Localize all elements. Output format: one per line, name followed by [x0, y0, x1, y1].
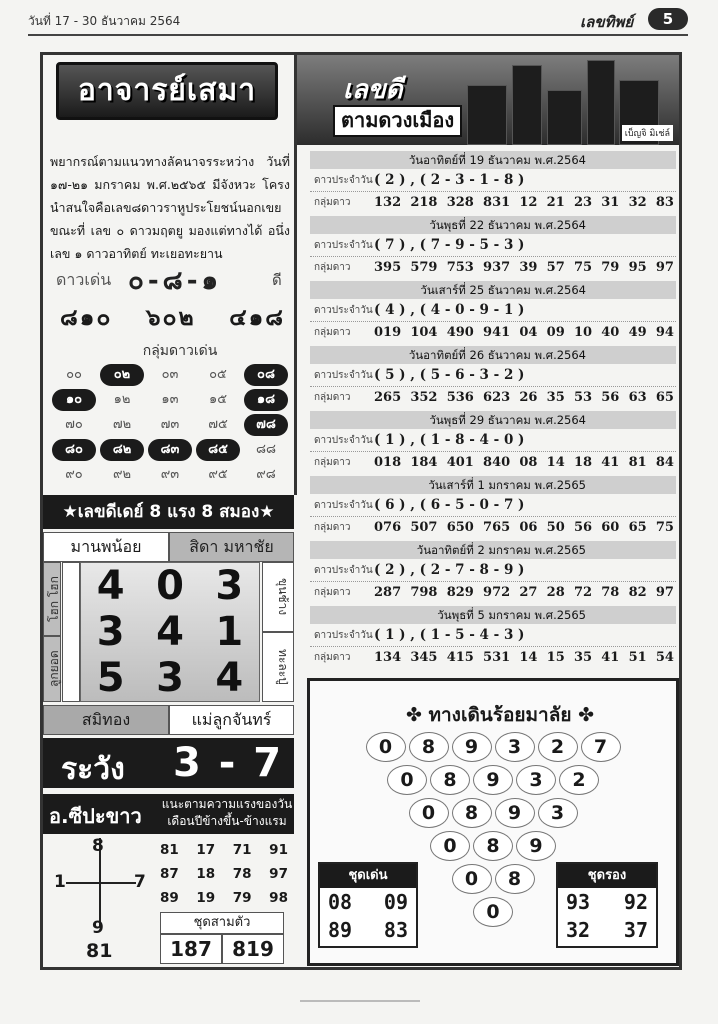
day-forecast — [310, 281, 676, 343]
day-number: 41 — [601, 650, 620, 665]
day-number: 41 — [601, 455, 620, 470]
day-number: 35 — [546, 390, 565, 405]
day-title: วันเสาร์ที่ 25 ธันวาคม พ.ศ.2564 — [310, 281, 676, 299]
seepakaw-number: 19 — [196, 890, 216, 906]
day-number: 829 — [446, 585, 474, 600]
day-number: 076 — [374, 520, 402, 535]
group-title: กลุ่มดาวเด่น — [142, 343, 218, 359]
day-number: 04 — [519, 325, 538, 340]
day-number: 54 — [655, 650, 674, 665]
day-number: 019 — [374, 325, 402, 340]
day-number: 82 — [628, 585, 647, 600]
garland-ball: 9 — [495, 798, 535, 828]
triple-3: ๔๑๘ — [229, 305, 285, 331]
set3-values — [160, 934, 284, 964]
seepakaw-row — [160, 838, 288, 862]
group-number: ๘๓ — [148, 439, 192, 461]
day-group-line — [310, 451, 676, 473]
board-digit: 1 — [215, 609, 244, 655]
seepakaw-banner — [43, 794, 294, 834]
seepakaw-number: 91 — [269, 842, 288, 858]
building — [467, 85, 507, 145]
group-number: ๐๘ — [244, 364, 288, 386]
beware-numbers: 3 - 7 — [173, 740, 284, 786]
group-number: ๗๘ — [244, 414, 288, 436]
day-star-value: ( 1 ) , ( 1 - 5 - 4 - 3 ) — [374, 627, 525, 643]
day-forecast — [310, 606, 676, 668]
day-number: 972 — [483, 585, 511, 600]
day-number: 40 — [601, 325, 620, 340]
day-star-label: ดาวประจำวัน — [314, 629, 373, 641]
garland-ball: 3 — [538, 798, 578, 828]
seepakaw-row — [160, 862, 288, 886]
prediction-text: พยากรณ์ตามแนวทางลัคนาจรระหว่าง วันที่ ๑๗-๒๑ มกราคม พ.ศ.๒๕๖๕ มีจังหวะ โครงนำสนใจคือเลข๘ดาวราหูประโยชน์นอกเขย ขณะที่ เลข ๐ ดาวมฤตยู มองแต่ทางได้ อนึ่ง เลข ๑ ดาวอาทิตย์ ทะเยอทะยาน — [50, 154, 290, 261]
day-group-line — [310, 386, 676, 408]
day-forecast — [310, 476, 676, 538]
day-title: วันอาทิตย์ที่ 19 ธันวาคม พ.ศ.2564 — [310, 151, 676, 169]
cross-horizontal — [66, 882, 136, 884]
day-forecast — [310, 216, 676, 278]
magazine-brand: เลขทิพย์ — [580, 13, 634, 31]
day-number: 941 — [483, 325, 511, 340]
number-board — [80, 562, 260, 702]
master-title: อาจารย์เสมา — [56, 62, 278, 120]
day-number: 08 — [519, 455, 538, 470]
garland-ball: 3 — [495, 732, 535, 762]
day-number: 352 — [410, 390, 438, 405]
day-number: 831 — [483, 195, 511, 210]
garland-ball: 8 — [409, 732, 449, 762]
day-number: 32 — [628, 195, 647, 210]
main-set-value: 08 — [328, 890, 353, 914]
garland-ball: 0 — [473, 897, 513, 927]
day-group-numbers — [374, 195, 676, 210]
day-number: 06 — [519, 520, 538, 535]
group-number: ๑๕ — [208, 392, 228, 407]
day-star-line — [310, 169, 676, 191]
board-digit: 5 — [96, 655, 125, 701]
day-star-line — [310, 429, 676, 451]
name2-left: สมิทอง — [43, 705, 169, 735]
day-number: 75 — [655, 520, 674, 535]
day-star-label: ดาวประจำวัน — [314, 369, 373, 381]
day-star-label: ดาวประจำวัน — [314, 239, 373, 251]
day-number: 579 — [410, 260, 438, 275]
seepakaw-number: 97 — [269, 866, 288, 882]
day-number: 35 — [573, 650, 593, 665]
main-set-box — [318, 862, 418, 948]
day-number: 50 — [546, 520, 565, 535]
pick-good: ดี — [272, 271, 282, 289]
day-number: 14 — [546, 455, 565, 470]
day-star-label: ดาวประจำวัน — [314, 564, 373, 576]
garland-title: ✤ ทางเดินร้อยมาลัย ✤ — [405, 704, 595, 726]
day-group-label: กลุ่มดาว — [314, 587, 351, 598]
day-group-numbers — [374, 455, 676, 470]
day-number: 12 — [519, 195, 538, 210]
group-number: ๑๒ — [113, 392, 131, 407]
daily-title: ★เลขดีเดย์ 8 แรง 8 สมอง★ — [43, 495, 294, 529]
seepakaw-number: 71 — [232, 842, 252, 858]
day-number: 56 — [573, 520, 593, 535]
day-number: 75 — [573, 260, 593, 275]
group-number: ๙๒ — [112, 467, 132, 482]
board-row — [81, 655, 259, 701]
day-group-label: กลุ่มดาว — [314, 327, 351, 338]
day-number: 60 — [601, 520, 620, 535]
day-number: 10 — [573, 325, 593, 340]
group-number: ๗๒ — [112, 417, 132, 432]
day-number: 28 — [546, 585, 565, 600]
day-number: 81 — [628, 455, 647, 470]
garland-ball: 0 — [430, 831, 470, 861]
group-number: ๙๘ — [256, 467, 276, 482]
day-star-line — [310, 364, 676, 386]
day-forecast — [310, 151, 676, 213]
day-number: 401 — [446, 455, 474, 470]
day-star-line — [310, 624, 676, 646]
day-number: 531 — [483, 650, 511, 665]
garland-ball: 0 — [409, 798, 449, 828]
day-forecast — [310, 541, 676, 603]
day-number: 218 — [410, 195, 438, 210]
garland-ball: 8 — [473, 831, 513, 861]
group-number: ๘๘ — [255, 442, 277, 457]
day-group-numbers — [374, 260, 676, 275]
day-forecast — [310, 346, 676, 408]
group-number: ๑๘ — [244, 389, 288, 411]
day-group-numbers — [374, 325, 676, 340]
alt-set-value: 93 — [566, 890, 591, 914]
garland-ball: 0 — [387, 765, 427, 795]
garland-ball: 3 — [516, 765, 556, 795]
day-number: 83 — [655, 195, 674, 210]
day-group-numbers — [374, 390, 676, 405]
name-left: มานพน้อย — [43, 532, 169, 562]
alt-set-value: 37 — [623, 918, 648, 942]
group-number: ๐๓ — [161, 367, 179, 382]
day-number: 840 — [483, 455, 511, 470]
day-title: วันเสาร์ที่ 1 มกราคม พ.ศ.2565 — [310, 476, 676, 494]
day-number: 265 — [374, 390, 402, 405]
day-number: 49 — [628, 325, 647, 340]
triple-2: ๖๐๒ — [145, 305, 196, 331]
day-number: 84 — [655, 455, 674, 470]
day-number: 31 — [601, 195, 620, 210]
garland-ball: 9 — [473, 765, 513, 795]
day-number: 490 — [446, 325, 474, 340]
day-number: 63 — [628, 390, 647, 405]
garland-ball: 0 — [366, 732, 406, 762]
alt-set-value: 92 — [623, 890, 648, 914]
day-title: วันพุธที่ 22 ธันวาคม พ.ศ.2564 — [310, 216, 676, 234]
left-label-2: ลูกยอด — [43, 636, 61, 702]
day-number: 27 — [519, 585, 538, 600]
set3-value: 187 — [170, 937, 212, 961]
cross-bottom: 9 — [92, 918, 104, 938]
day-star-value: ( 5 ) , ( 5 - 6 - 3 - 2 ) — [374, 367, 525, 383]
day-number: 56 — [601, 390, 620, 405]
left-spacer — [62, 562, 80, 702]
board-digit: 3 — [96, 609, 125, 655]
board-digit: 3 — [215, 563, 244, 609]
seepakaw-number: 17 — [196, 842, 216, 858]
seepakaw-number: 79 — [232, 890, 252, 906]
right-label-1: ขุนช้าง — [262, 562, 294, 632]
day-star-label: ดาวประจำวัน — [314, 434, 373, 446]
garland-ball: 8 — [452, 798, 492, 828]
group-number: ๑๓ — [161, 392, 179, 407]
board-row — [81, 563, 259, 609]
seepakaw-numbers — [160, 838, 288, 910]
group-number: ๙๓ — [160, 467, 180, 482]
day-number: 23 — [573, 195, 593, 210]
cross-right: 7 — [134, 872, 146, 892]
day-group-line — [310, 321, 676, 343]
board-digit: 4 — [215, 655, 244, 701]
day-number: 536 — [446, 390, 474, 405]
number-cross — [52, 838, 152, 964]
beware-banner — [43, 738, 294, 788]
day-number: 53 — [573, 390, 593, 405]
day-number: 97 — [655, 585, 674, 600]
day-group-line — [310, 256, 676, 278]
city-subtitle: ตามดวงเมือง — [333, 105, 462, 137]
building — [587, 60, 615, 145]
header-rule — [28, 34, 688, 36]
set3-title: ชุดสามตัว — [160, 912, 284, 934]
cross-left: 1 — [54, 872, 66, 892]
garland-ball: 8 — [430, 765, 470, 795]
day-title: วันอาทิตย์ที่ 26 ธันวาคม พ.ศ.2564 — [310, 346, 676, 364]
day-number: 134 — [374, 650, 402, 665]
garland-ball: 2 — [559, 765, 599, 795]
day-group-numbers — [374, 520, 676, 535]
day-number: 21 — [546, 195, 565, 210]
seepakaw-number: 78 — [232, 866, 252, 882]
issue-date: วันที่ 17 - 30 ธันวาคม 2564 — [28, 14, 181, 28]
day-group-label: กลุ่มดาว — [314, 457, 351, 468]
page-number: 5 — [648, 8, 688, 30]
day-number: 132 — [374, 195, 402, 210]
garland-ball: 0 — [452, 864, 492, 894]
day-number: 765 — [483, 520, 511, 535]
day-star-value: ( 2 ) , ( 2 - 3 - 1 - 8 ) — [374, 172, 525, 188]
alt-set-row — [558, 916, 656, 944]
day-group-line — [310, 191, 676, 213]
day-forecast — [310, 411, 676, 473]
day-number: 15 — [546, 650, 565, 665]
day-star-line — [310, 494, 676, 516]
day-number: 78 — [601, 585, 620, 600]
day-star-value: ( 4 ) , ( 4 - 0 - 9 - 1 ) — [374, 302, 525, 318]
beware-label: ระวัง — [61, 752, 125, 787]
alt-set-title: ชุดรอง — [558, 864, 656, 888]
day-number: 415 — [446, 650, 474, 665]
group-number: ๐๐ — [66, 367, 82, 382]
day-number: 18 — [573, 455, 593, 470]
day-number: 328 — [446, 195, 474, 210]
building — [547, 90, 582, 145]
main-set-title: ชุดเด่น — [320, 864, 416, 888]
seepakaw-subtitle: แนะตามความแรงของวันเดือนปีข้างขึ้น-ข้างแรม — [161, 797, 293, 828]
group-number: ๑๐ — [52, 389, 96, 411]
cross-foot: 81 — [86, 940, 113, 962]
group-number: ๗๐ — [65, 417, 83, 432]
day-number: 937 — [483, 260, 511, 275]
board-digit: 0 — [156, 563, 184, 609]
day-star-label: ดาวประจำวัน — [314, 174, 373, 186]
city-banner — [297, 55, 679, 145]
day-star-value: ( 7 ) , ( 7 - 9 - 5 - 3 ) — [374, 237, 525, 253]
day-title: วันพุธที่ 29 ธันวาคม พ.ศ.2564 — [310, 411, 676, 429]
group-number: ๘๒ — [100, 439, 144, 461]
day-group-numbers — [374, 650, 676, 665]
day-number: 97 — [655, 260, 674, 275]
day-number: 26 — [519, 390, 538, 405]
day-number: 95 — [628, 260, 647, 275]
garland-ball: 9 — [452, 732, 492, 762]
day-number: 018 — [374, 455, 402, 470]
day-group-label: กลุ่มดาว — [314, 652, 351, 663]
group-grid — [52, 364, 288, 486]
pick-label: ดาวเด่น — [56, 270, 112, 289]
name-right: สิดา มหาชัย — [169, 532, 294, 562]
main-set-value: 89 — [328, 918, 353, 942]
day-number: 184 — [410, 455, 438, 470]
day-number: 39 — [519, 260, 538, 275]
day-title: วันอาทิตย์ที่ 2 มกราคม พ.ศ.2565 — [310, 541, 676, 559]
day-star-label: ดาวประจำวัน — [314, 499, 373, 511]
day-number: 65 — [655, 390, 674, 405]
group-number: ๐๒ — [100, 364, 144, 386]
day-group-label: กลุ่มดาว — [314, 392, 351, 403]
day-star-value: ( 1 ) , ( 1 - 8 - 4 - 0 ) — [374, 432, 525, 448]
city-byline: เบ็ญจิ มิเช่ล์ — [622, 125, 673, 141]
day-number: 753 — [446, 260, 474, 275]
cross-top: 8 — [92, 836, 104, 856]
seepakaw-row — [160, 886, 288, 910]
footer-rule — [300, 1000, 420, 1002]
main-set-row — [320, 888, 416, 916]
right-label-2: ทะละปู่ — [262, 632, 294, 702]
day-number: 51 — [628, 650, 647, 665]
day-number: 345 — [410, 650, 438, 665]
main-set-value: 09 — [383, 890, 408, 914]
triple-1: ๘๑๐ — [60, 305, 113, 331]
city-title: เลขดี — [343, 75, 403, 105]
day-number: 57 — [546, 260, 565, 275]
group-number: ๘๐ — [52, 439, 96, 461]
day-star-line — [310, 559, 676, 581]
group-number: ๙๐ — [65, 467, 83, 482]
set3-value: 819 — [221, 935, 283, 963]
day-number: 65 — [628, 520, 647, 535]
day-number: 395 — [374, 260, 402, 275]
alt-set-box — [556, 862, 658, 948]
board-row — [81, 609, 259, 655]
day-number: 650 — [446, 520, 474, 535]
garland-ball: 7 — [581, 732, 621, 762]
board-digit: 4 — [156, 609, 184, 655]
main-set-row — [320, 916, 416, 944]
building — [512, 65, 542, 145]
day-number: 287 — [374, 585, 402, 600]
day-group-numbers — [374, 585, 676, 600]
day-star-line — [310, 299, 676, 321]
day-group-line — [310, 516, 676, 538]
seepakaw-number: 18 — [196, 866, 216, 882]
seepakaw-name: อ.ซีปะขาว — [49, 804, 142, 828]
alt-set-row — [558, 888, 656, 916]
day-number: 798 — [410, 585, 438, 600]
day-number: 94 — [655, 325, 674, 340]
name2-right: แม่ลูกจันทร์ — [169, 705, 294, 735]
day-number: 09 — [546, 325, 565, 340]
left-label-1: โฮก โฮก — [43, 562, 61, 636]
group-number: ๗๓ — [160, 417, 180, 432]
seepakaw-number: 87 — [160, 866, 179, 882]
triple-numbers — [60, 300, 285, 336]
day-number: 507 — [410, 520, 438, 535]
day-star-line — [310, 234, 676, 256]
day-number: 14 — [519, 650, 538, 665]
day-group-line — [310, 646, 676, 668]
garland-ball: 8 — [495, 864, 535, 894]
day-number: 72 — [573, 585, 593, 600]
day-star-label: ดาวประจำวัน — [314, 304, 373, 316]
garland-ball: 2 — [538, 732, 578, 762]
day-group-line — [310, 581, 676, 603]
board-digit: 4 — [96, 563, 125, 609]
pick-numbers: ๐-๘-๑ — [128, 266, 223, 296]
garland-ball: 9 — [516, 831, 556, 861]
day-number: 79 — [601, 260, 620, 275]
day-star-value: ( 6 ) , ( 6 - 5 - 0 - 7 ) — [374, 497, 525, 513]
board-digit: 3 — [156, 655, 184, 701]
group-number: ๘๕ — [196, 439, 240, 461]
group-number: ๐๕ — [209, 367, 227, 382]
day-number: 623 — [483, 390, 511, 405]
group-number: ๗๕ — [208, 417, 228, 432]
group-number: ๙๕ — [208, 467, 228, 482]
seepakaw-number: 89 — [160, 890, 179, 906]
day-group-label: กลุ่มดาว — [314, 262, 351, 273]
day-group-label: กลุ่มดาว — [314, 522, 351, 533]
seepakaw-number: 81 — [160, 842, 179, 858]
seepakaw-number: 98 — [269, 890, 288, 906]
day-number: 104 — [410, 325, 438, 340]
day-group-label: กลุ่มดาว — [314, 197, 351, 208]
main-set-value: 83 — [383, 918, 408, 942]
day-star-value: ( 2 ) , ( 2 - 7 - 8 - 9 ) — [374, 562, 525, 578]
alt-set-value: 32 — [566, 918, 591, 942]
day-title: วันพุธที่ 5 มกราคม พ.ศ.2565 — [310, 606, 676, 624]
